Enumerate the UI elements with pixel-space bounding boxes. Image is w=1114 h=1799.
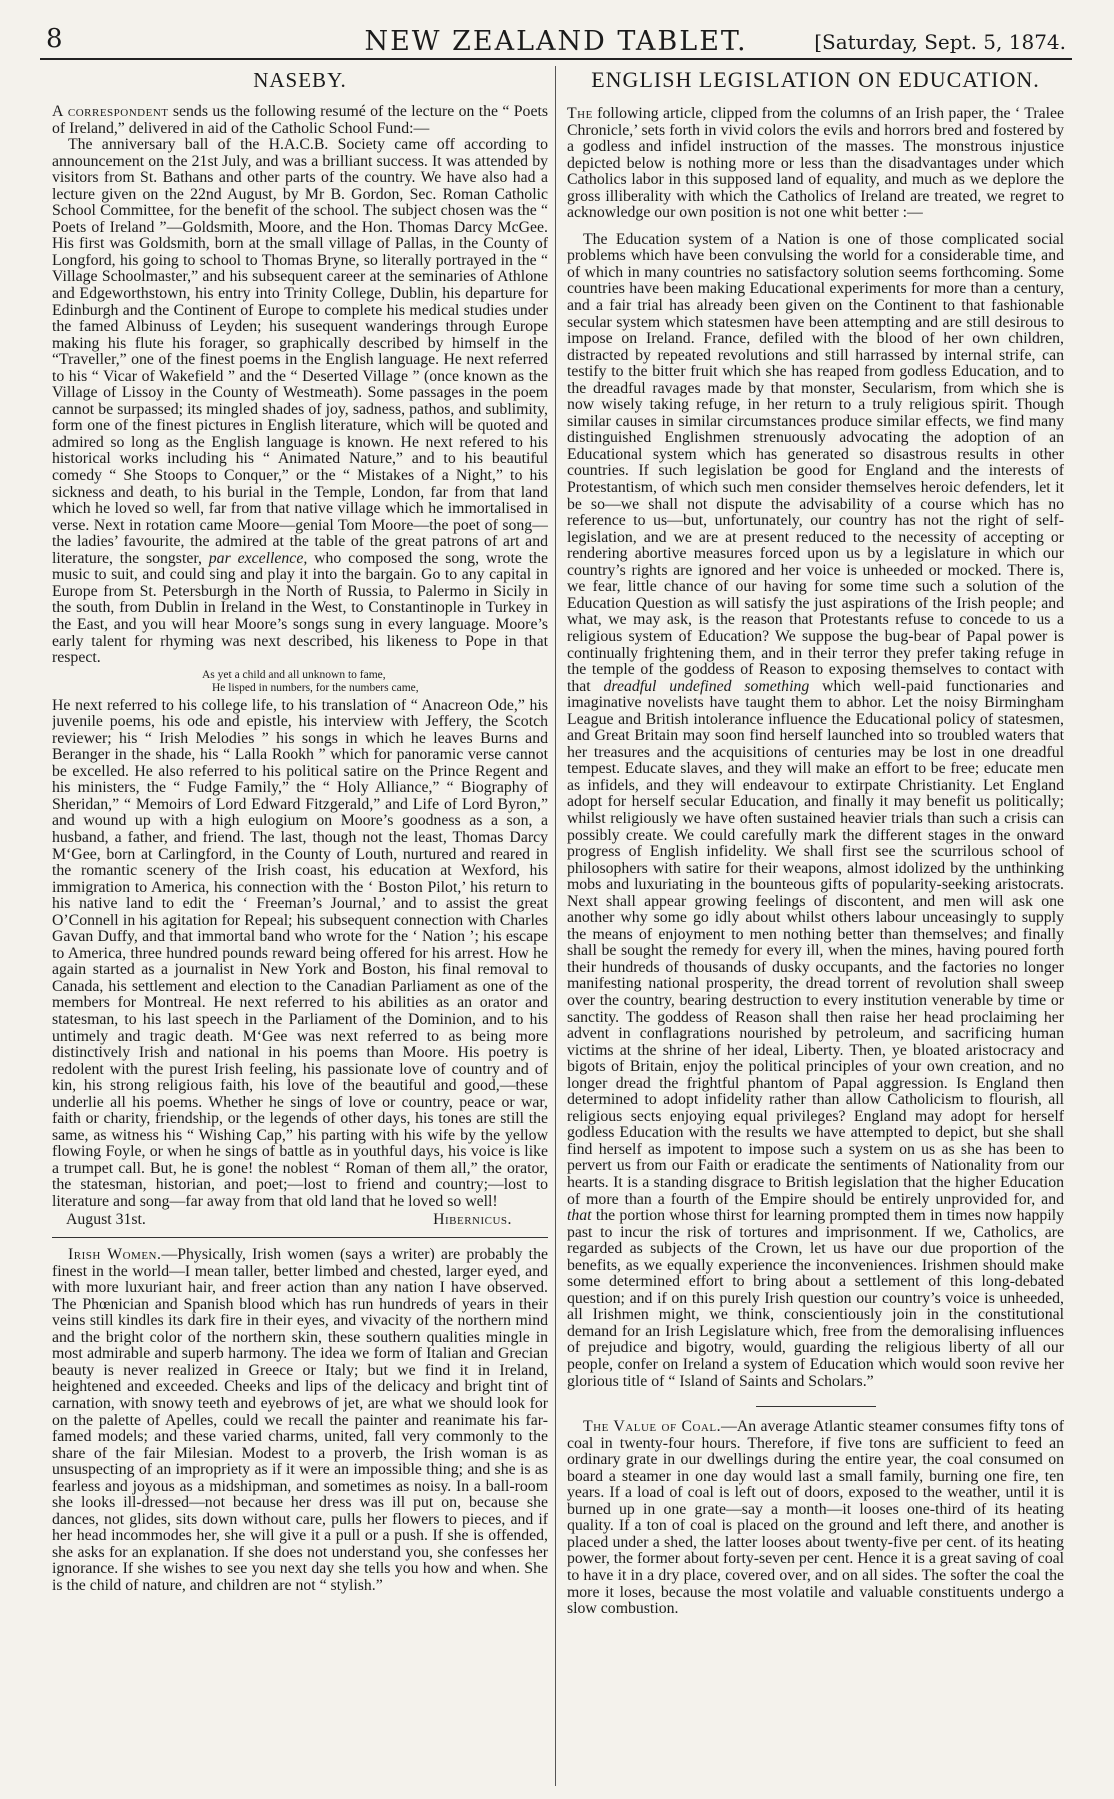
coal-lead: The Value of Coal. [583, 1418, 722, 1436]
naseby-intro [52, 104, 548, 137]
naseby-heading: NASEBY. [253, 68, 347, 92]
left-column [52, 66, 548, 1786]
education-heading: ENGLISH LEGISLATION ON EDUCATION. [591, 67, 1040, 92]
section-rule [52, 1237, 548, 1238]
naseby-body-2: He next referred to his college life, to his translation of “ Anacreon Ode,” his juvenile poems, his ode and epistle, his interview with Jeffery, the Scotch reviewer; his “ Irish Melodies ” his songs in which he leaves Burns and Beranger in the shade, his “ Lalla Rookh ” which for panoramic verse cannot be excelled. He also referred to his political satire on the Prince Regent and his ministers, the “ Fudge Family,” the “ Holy Alliance,” “ Biography of Sheridan,” “ Memoirs of Lord Edward Fitzgerald,” and Life of Lord Byron,” and wound up with a high eulogium on Moore’s goodness as a son, a husband, a father, and friend. The last, though not the least, Thomas Darcy M‘Gee, born at Carlingford, in the County of Louth, nurtured and reared in the romantic scenery of the Irish coast, his education at Wexford, his immigration to America, his connection with the ‘ Boston Pilot,’ his return to his native land to edit the ‘ Freeman’s Journal,’ and to assist the great O’Connell in his agitation for Repeal; his subsequent connection with Charles Gavan Duffy, and that immortal band who wrote for the ‘ Nation ’; his escape to America, three hundred pounds reward being offered for his arrest. How he again started as a journalist in New York and Boston, his final removal to Canada, his settlement and election to the Canadian Parliament as one of the members for Montreal. He next referred to his abilities as an orator and statesman, to his last speech in the Parliament of the Dominion, and to his untimely and tragic death. M‘Gee was next referred to as being more distinctively Irish and national in his poems than Moore. His poetry is redolent with the purest Irish feeling, his passionate love of country and of kin, his strong religious faith, his love of the beautiful and good,—these underlie all his poems. Whether he sings of love or country, peace or war, faith or charity, friendship, or the legends of other days, his tones are still the same, as witness his “ Wishing Cap,” his parting with his wife by the yellow flowing Foyle, or when he sings of battle as in youthful days, his voice is like a trumpet call. But, he is gone! the noblest “ Roman of them all,” the orator, the statesman, historian, and poet;—lost to friend and country;—lost to literature and song—far away from that old land that he loved so well! [52, 696, 548, 1210]
education-intro-text: following article, clipped from the columns of an Irish paper, the ‘ Tralee Chronicle,’ sets forth in vivid colors the evils and horrors bred and fostered by a godless and infidel instruction of the masses. The monstrous injustice depicted below is nothing more or less than the disadvantages under which Catholics labor in this supposed land of equality, and much as we deplore the gross illiberality with which the Catholics of Ireland are treated, we regret to acknowledge our own position is not one whit better :— [567, 105, 1064, 222]
education-body-emphasis-2: that [567, 1207, 592, 1225]
education-body-emphasis: dreadful undefined something [603, 677, 810, 695]
verse-line-2: He lisped in numbers, for the numbers came, [212, 681, 419, 694]
newspaper-title: NEW ZEALAND TABLET. [364, 26, 748, 57]
irish-women-article [52, 1247, 548, 1594]
section-rule-short [756, 1406, 876, 1407]
naseby-body-emphasis: par excellence, [208, 549, 308, 567]
naseby-intro-text: sends us the following resumé of the lecture on the “ Poets of Ireland,” delivered in aid of the Catholic School Fund:— [52, 103, 548, 137]
naseby-body-end: who composed the song, wrote the music to suit, and could sing and play it into the bargain. Go to any capital in Europe from St. Petersburgh in the North of Russia, to Palermo in Sicily in the south, from Dublin in Ireland in the West, to Constantinople in Turkey in the East, and you will hear Moore’s songs sung in every language. Moore’s early talent for rhyming was next described, his likeness to Pope in that respect. [52, 549, 548, 667]
signoff-date: August 31st. [66, 1210, 146, 1228]
education-intro-lead: The [567, 105, 593, 122]
education-body [567, 232, 1064, 1390]
education-body-end: the portion whose thirst for learning prompted them in times now happily past to incur the risk of tortures and imprisonment. If we, Catholics, are regarded as subjects of the Crown, let us have our due proportion of the benefits, as we equally experience the inconveniences. Irishmen should make some determined effort to bring about a settlement of this long-debated question; and if on this purely Irish question our country’s voice is unheeded, all Irishmen might, we think, conscientiously join in the constitutional demand for an Irish Legislature which, free from the demoralising influences of prejudice and bigotry, would, guarding the religious liberty of all our people, confer on Ireland a system of Education which would soon revive her glorious title of “ Island of Saints and Scholars.” [567, 1207, 1064, 1390]
masthead [40, 18, 1072, 60]
coal-text: —An average Atlantic steamer consumes fifty tons of coal in twenty-four hours. Therefore, if five tons are sufficient to feed an ordinary grate in our dwellings during the entire year, the coal consumed on board a steamer in one day would last a small family, burning one fire, ten years. If a load of coal is left out of doors, exposed to the weather, until it is burned up in one grate—say a month—it looses one-third of its heating quality. If a ton of coal is placed on the ground and left there, and another is placed under a shed, the latter looses about twenty-five per cent. of its heating power, the former about forty-seven per cent. Hence it is a great saving of coal to have it in a dry place, covered over, and on all sides. The softer the coal the more it loses, because the most volatile and valuable constituents undergo a slow combustion. [567, 1418, 1064, 1618]
signoff-name: Hibernicus. [433, 1210, 512, 1228]
irish-women-text: —Physically, Irish women (says a writer) are probably the finest in the world—I mean taller, better limbed and chested, larger eyed, and with more luxuriant hair, and freer action than any nation I have observed. The Phœnician and Spanish blood which has run hundreds of years in their veins still kindles its dark fire in their eyes, and vivacity of the northern mind and the bright color of the northern skin, these southern qualities mingle in most admirable and superb harmony. The idea we form of Italian and Grecian beauty is never realized in Greece or Italy; but we find it in Ireland, heightened and exceeded. Cheeks and lips of the delicacy and bright tint of carnation, with snowy teeth and eyebrows of jet, are what we should look for on the palette of Apelles, could we recall the painter and reanimate his far-famed models; and these varied charms, united, fall very commonly to the share of the fair Milesian. Modest to a proverb, the Irish woman is as unsuspecting of an impropriety as if it were an impossible thing; and she is as fearless and joyous as a midshipman, and sometimes as noisy. In a ball-room she looks ill-dressed—not because her dress was ill put on, because she dances, not glides, sits down without care, pulls her flowers to pieces, and if her head incommodes her, she will give it a pull or a push. If she is offended, she asks for an explanation. If she does not understand you, she confesses her ignorance. If she wishes to see you next day she tells you how and when. She is the child of nature, and children are not “ stylish.” [52, 1246, 548, 1595]
verse-quote [202, 669, 548, 695]
education-intro [567, 106, 1064, 222]
right-column [567, 66, 1064, 1786]
verse-line-1: As yet a child and all unknown to fame, [202, 668, 386, 681]
column-divider [555, 66, 556, 1786]
naseby-body [52, 137, 548, 667]
coal-article [567, 1419, 1064, 1618]
page-number: 8 [46, 24, 63, 54]
naseby-lead: A correspondent [52, 103, 169, 120]
issue-date: [Saturday, Sept. 5, 1874. [814, 30, 1066, 54]
education-body-middle: which well-paid functionaries and imaginative novelists have taught them to abhor. Let the noisy Birmingham League and British intolerance influence the Educational policy of statesmen, and Great Britain may soon find herself launched into so troubled waters that her treasures and the acquisitions of centuries may be lost in one dreadful tempest. Educate slaves, and they will make an effort to be free; educate men as infidels, and they will endeavour to extirpate Christianity. Let England adopt for herself secular Education, and finally it may benefit us politically; whilst religiously we have often sustained heavier trials than such a crisis can possibly create. We could carefully mark the different stages in the onward progress of English infidelity. We shall first see the scurrilous school of philosophers with satire for their weapons, almost idolized by the unthinking mobs and luxuriating in the bounteous gifts of popularity-seeking aristocrats. Next shall appear growing feelings of discontent, and men will ask one another why some go idly about whilst others labour unceasingly to supply the means of enjoyment to men nothing better than themselves; and finally shall be sought the remedy for every ill, when the mines, having poured forth their hundreds of thousands of dusky occupants, and the factories no longer manifesting national prosperity, the dread torrent of revolution shall sweep over the country, bearing destruction to every institution venerable by time or sanctity. The goddess of Reason shall then raise her head proclaiming her advent in conflagrations nourished by petroleum, and sacrificing human victims at the shrine of her ideal, Liberty. Then, ye bloated aristocracy and bigots of Britain, enjoy the political principles of your own creation, and no longer dread the frightful phantom of Papal aggression. Is England then determined to adopt infidelity rather than allow Catholicism to flourish, all religious sects enjoying equal privileges? England may adopt for herself godless Education with the results we have attempted to depict, but she shall find herself as impotent to impose such a system on us as she has been to pervert us from our Faith or eradicate the sentiments of Nationality from our hearts. It is a standing disgrace to British legislation that the higher Education of more than a fourth of the Empire should be entirely unprovided for, and [567, 677, 1064, 1208]
irish-women-lead: Irish Women. [68, 1246, 162, 1264]
naseby-body-text: The anniversary ball of the H.A.C.B. Society came off according to announcement on the 21st July, and was a brilliant success. It was attended by visitors from St. Bathans and other parts of the country. We have also had a lecture given on the 22nd August, by Mr B. Gordon, Sec. Roman Catholic School Committee, for the benefit of the school. The subject chosen was the “ Poets of Ireland ”—Goldsmith, Moore, and the Hon. Thomas Darcy McGee. His first was Goldsmith, born at the small village of Pallas, in the County of Longford, his going to school to Thomas Bryne, so literally portrayed in the “ Village Schoolmaster,” and his subsequent career at the seminaries of Athlone and Edgeworthstown, his entry into Trinity College, Dublin, his departure for Edinburgh and the Continent of Europe to complete his medical studies under the famed Albinuss of Leyden; his susequent wanderings through Europe making his flute his forager, so graphically described by himself in the “Traveller,” one of the finest poems in the English language. He next referred to his “ Vicar of Wakefield ” and the “ Deserted Village ” (once known as the Village of Lissoy in the County of Westmeath). Some passages in the poem cannot be surpassed; its mingled shades of joy, sadness, pathos, and sublimity, form one of the finest pictures in English literature, which will be quoted and admired so long as the English language is known. He next refered to his historical works including his “ Animated Nature,” and to his beautiful comedy “ She Stoops to Conquer,” or the “ Mistakes of a Night,” to his sickness and death, to his burial in the Temple, London, far from that land which he loved so well, far from that native village which he immortalised in verse. Next in rotation came Moore—genial Tom Moore—the poet of song—the ladies’ favourite, the admired at the table of the great patrons of art and literature, the songster, [52, 136, 548, 567]
education-body-text: The Education system of a Nation is one of those complicated social problems which have been convulsing the world for a considerable time, and of which in many countries no satisfactory solution seems forthcoming. Some countries have been making Educational experiments for more than a century, and a fair trial has already been given on the Continent to that fashionable secular system which statesmen have been attempting and are still desirous to impose on Ireland. France, defiled with the blood of her own children, distracted by repeated revolutions and still harrassed by internal strife, can testify to the bitter fruit which she has reaped from godless Education, and to the dreadful ravages made by that monster, Secularism, from which she is now wisely taking refuge, in her return to a truly religious spirit. Though similar causes in similar circumstances produce similar effects, we find many distinguished Englishmen strenuously advocating the adoption of an Educational system which has generated so disastrous results in other countries. If such legislation be good for England and the interests of Protestantism, of which such men consider themselves heroic defenders, let it be so—we shall not dispute the advisability of a course which has no reference to us—but, unfortunately, our country has not the right of self-legislation, and we are at present reduced to the necessity of accepting or rendering abortive measures forced upon us by a legislature in which our country’s rights are ignored and her voice is unheeded or mocked. There is, we fear, little chance of our having for some time such a solution of the Education Question as will satisfy the just aspirations of the Irish people; and what, we may ask, is the reason that Protestants refuse to concede to us a religious system of Education? We suppose the bug-bear of Papal power is continually frightening them, and in their terror they prefer taking refuge in the temple of the goddess of Reason to exposing themselves to contact with that [567, 230, 1064, 695]
signoff [52, 1212, 548, 1229]
